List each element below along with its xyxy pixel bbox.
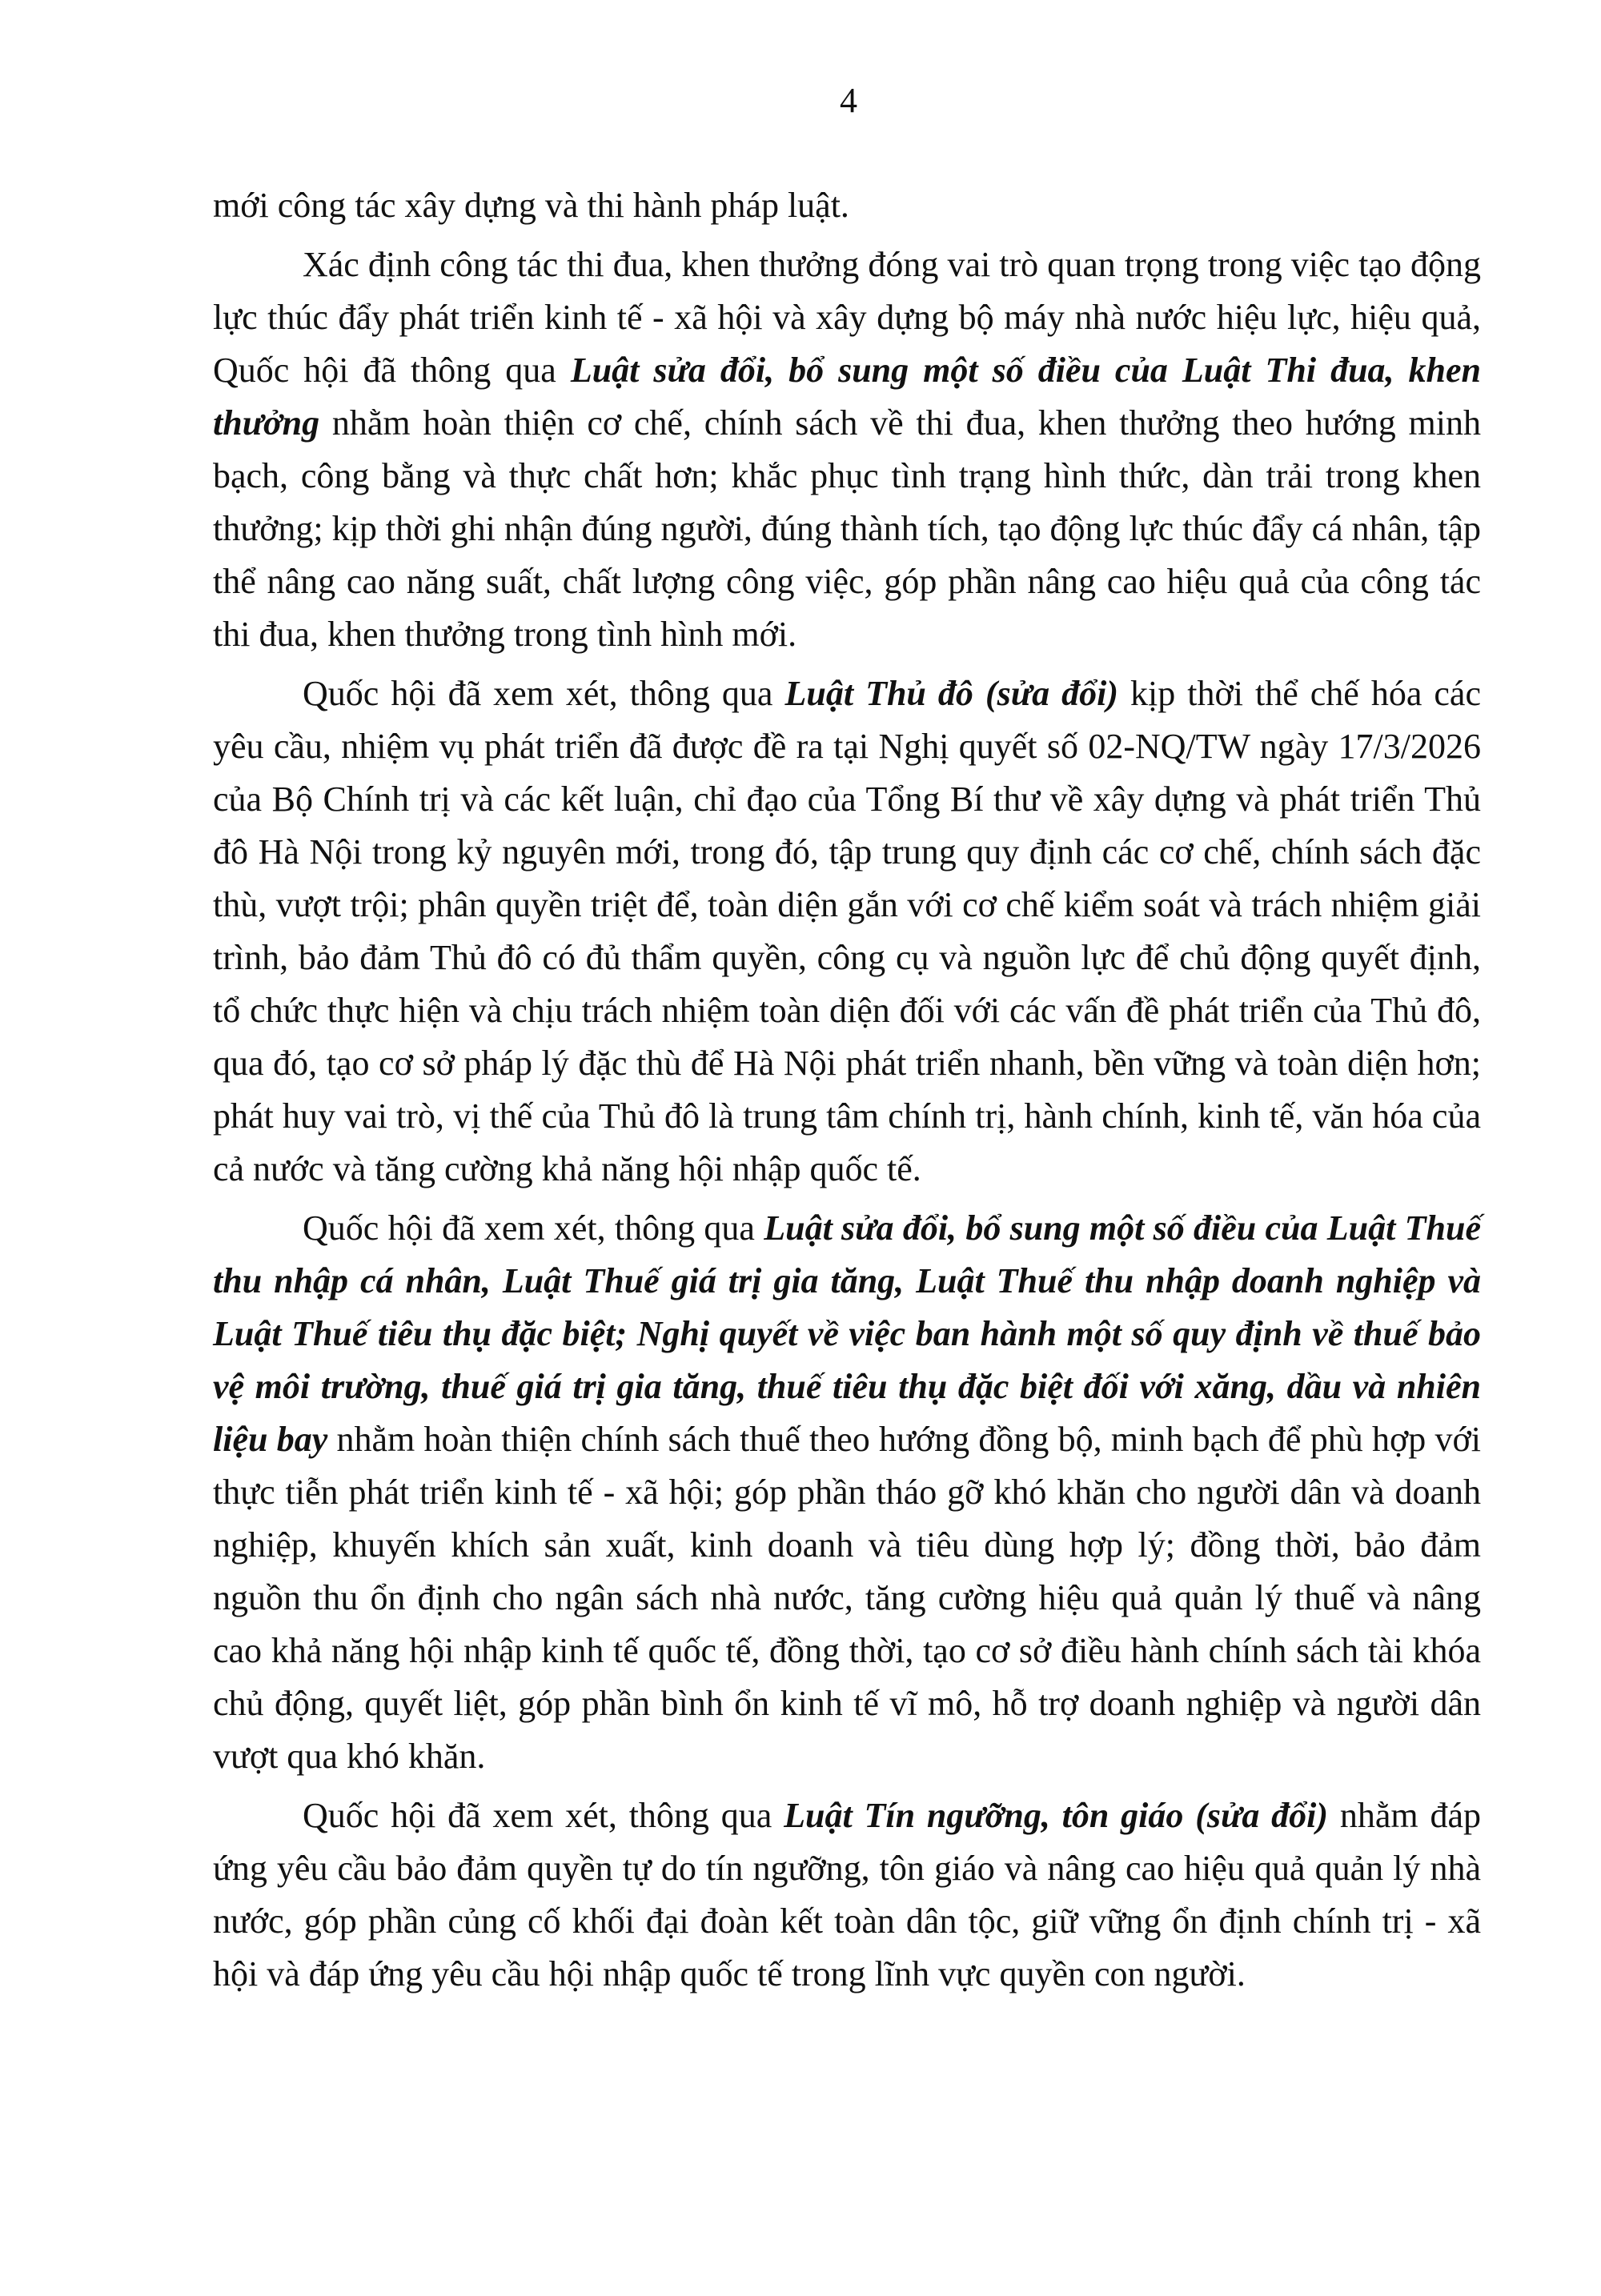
law-title: Luật Tín ngưỡng, tôn giáo (sửa đổi) xyxy=(784,1796,1329,1835)
law-title: Luật sửa đổi, bổ sung một số điều của Luật Thi đua, khen thưởng xyxy=(213,351,1482,443)
paragraph-thue xyxy=(213,1202,1481,1783)
paragraph-text: Quốc hội đã xem xét, thông qua xyxy=(303,1208,764,1248)
paragraph-text: Quốc hội đã xem xét, thông qua xyxy=(303,1796,784,1835)
paragraph-text: mới công tác xây dựng và thi hành pháp luật. xyxy=(213,186,849,225)
paragraph-text: nhằm đáp ứng yêu cầu bảo đảm quyền tự do tín ngưỡng, tôn giáo và nâng cao hiệu quả quản lý nhà nước, góp phần củng cố khối đại đoàn kết toàn dân tộc, giữ vững ổn định chính trị - xã hội và đáp ứng yêu cầu hội nhập quốc tế trong lĩnh vực quyền con người. xyxy=(213,1796,1481,1993)
paragraph-text: Xác định công tác thi đua, khen thưởng đóng vai trò quan trọng trong việc tạo động lực thúc đẩy phát triển kinh tế - xã hội và xây dựng bộ máy nhà nước hiệu lực, hiệu quả, Quốc hội đã thông qua xyxy=(213,245,1481,390)
paragraph-continuation xyxy=(213,179,1481,232)
paragraph-thu-do xyxy=(213,667,1481,1196)
paragraph-text: nhằm hoàn thiện cơ chế, chính sách về thi đua, khen thưởng theo hướng minh bạch, công bằng và thực chất hơn; khắc phục tình trạng hình thức, dàn trải trong khen thưởng; kịp thời ghi nhận đúng người, đúng thành tích, tạo động lực thúc đẩy cá nhân, tập thể nâng cao năng suất, chất lượng công việc, góp phần nâng cao hiệu quả của công tác thi đua, khen thưởng trong tình hình mới. xyxy=(213,403,1481,654)
paragraph-tin-nguong-ton-giao xyxy=(213,1789,1481,2001)
paragraph-text: Quốc hội đã xem xét, thông qua xyxy=(303,674,785,713)
paragraph-thi-dua-khen-thuong xyxy=(213,238,1481,661)
law-title: Luật sửa đổi, bổ sung một số điều của Luật Thuế thu nhập cá nhân, Luật Thuế giá trị gia tăng, Luật Thuế thu nhập doanh nghiệp và Luật Thuế tiêu thụ đặc biệt; Nghị quyết về việc ban hành một số quy định về thuế bảo vệ môi trường, thuế giá trị gia tăng, thuế tiêu thụ đặc biệt đối với xăng, dầu và nhiên liệu bay xyxy=(213,1208,1481,1459)
law-title: Luật Thủ đô (sửa đổi) xyxy=(784,674,1118,713)
body-text xyxy=(213,179,1481,2001)
page-number: 4 xyxy=(840,81,857,120)
paragraph-text: nhằm hoàn thiện chính sách thuế theo hướng đồng bộ, minh bạch để phù hợp với thực tiễn phát triển kinh tế - xã hội; góp phần tháo gỡ khó khăn cho người dân và doanh nghiệp, khuyến khích sản xuất, kinh doanh và tiêu dùng hợp lý; đồng thời, bảo đảm nguồn thu ổn định cho ngân sách nhà nước, tăng cường hiệu quả quản lý thuế và nâng cao khả năng hội nhập kinh tế quốc tế, đồng thời, tạo cơ sở điều hành chính sách tài khóa chủ động, quyết liệt, góp phần bình ổn kinh tế vĩ mô, hỗ trợ doanh nghiệp và người dân vượt qua khó khăn. xyxy=(213,1420,1481,1776)
paragraph-text: kịp thời thể chế hóa các yêu cầu, nhiệm vụ phát triển đã được đề ra tại Nghị quyết số 02-NQ/TW ngày 17/3/2026 của Bộ Chính trị và các kết luận, chỉ đạo của Tổng Bí thư về xây dựng và phát triển Thủ đô Hà Nội trong kỷ nguyên mới, trong đó, tập trung quy định các cơ chế, chính sách đặc thù, vượt trội; phân quyền triệt để, toàn diện gắn với cơ chế kiểm soát và trách nhiệm giải trình, bảo đảm Thủ đô có đủ thẩm quyền, công cụ và nguồn lực để chủ động quyết định, tổ chức thực hiện và chịu trách nhiệm toàn diện đối với các vấn đề phát triển của Thủ đô, qua đó, tạo cơ sở pháp lý đặc thù để Hà Nội phát triển nhanh, bền vững và toàn diện hơn; phát huy vai trò, vị thế của Thủ đô là trung tâm chính trị, hành chính, kinh tế, văn hóa của cả nước và tăng cường khả năng hội nhập quốc tế. xyxy=(213,674,1481,1188)
